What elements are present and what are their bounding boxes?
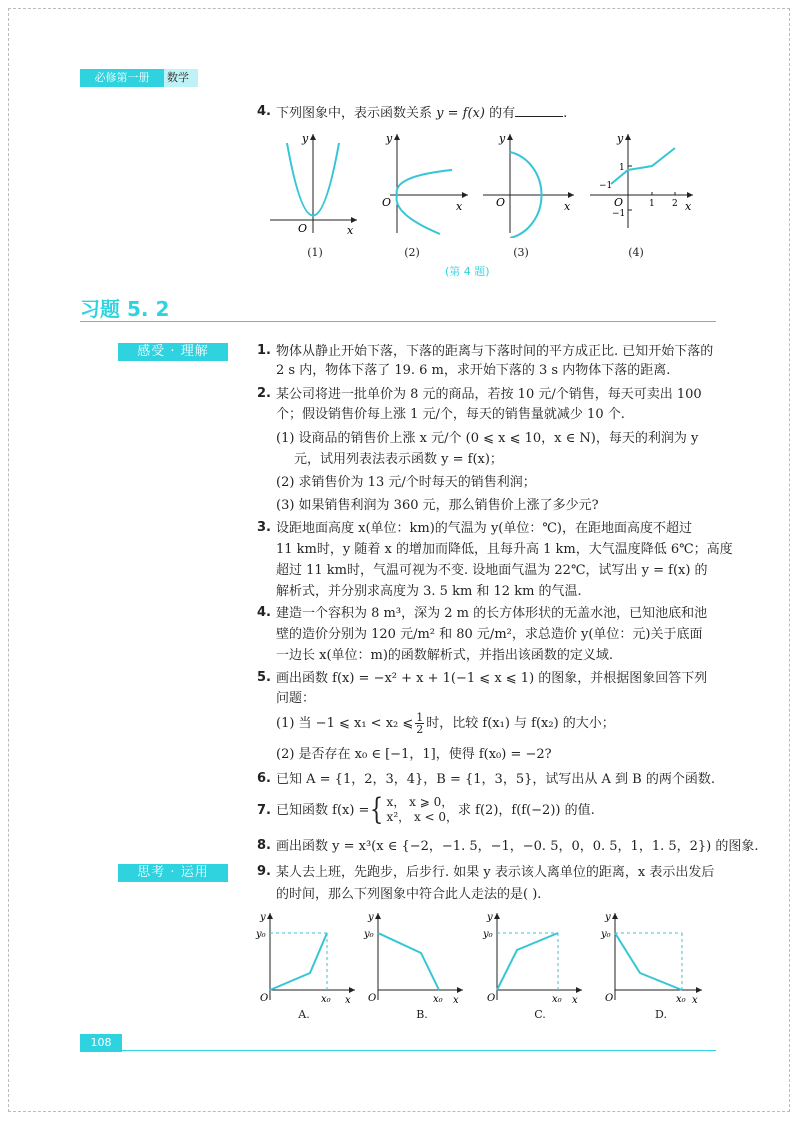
p1-line2: 2 s 内，物体下落了 19. 6 m，求开始下落的 3 s 内物体下落的距离. bbox=[276, 363, 671, 378]
q4-blank[interactable] bbox=[515, 104, 563, 117]
p2-line1: 某公司将进一批单价为 8 元的商品，若按 10 元/个销售，每天可卖出 100 bbox=[276, 387, 702, 402]
p9-number: 9. bbox=[257, 864, 271, 879]
q4-g4-xlabel: x bbox=[685, 200, 692, 213]
book-tag: 必修第一册 bbox=[80, 69, 164, 87]
q4-text: 下列图象中，表示函数关系 y = f(x) 的有 . bbox=[276, 106, 568, 121]
p3-line2: 11 km时，y 随着 x 的增加而降低，且每升高 1 km，大气温度降低 6℃；高度 bbox=[276, 542, 733, 557]
p9-c-ylabel: y bbox=[487, 912, 493, 923]
p9-c-origin: O bbox=[487, 993, 496, 1004]
p9-graph-d bbox=[600, 905, 708, 1005]
p3-line1: 设距地面高度 x(单位：km)的气温为 y(单位：℃)，在距地面高度不超过 bbox=[276, 521, 692, 536]
q4-caption-2: (2) bbox=[404, 246, 420, 259]
p4-line3: 一边长 x(单位：m)的函数解析式，并指出该函数的定义域. bbox=[276, 648, 614, 663]
q4-g2-xlabel: x bbox=[456, 200, 463, 213]
p9-c-xlabel: x bbox=[572, 995, 578, 1005]
q4-caption-3: (3) bbox=[513, 246, 529, 259]
p9-option-c[interactable]: C. bbox=[534, 1008, 546, 1021]
p7-brace: { bbox=[370, 792, 384, 827]
q4-g4-tick-y1: 1 bbox=[619, 163, 625, 173]
p5-line2: 问题： bbox=[276, 691, 316, 706]
badge-understand: 感受 · 理解 bbox=[118, 343, 228, 361]
p9-line1: 某人去上班，先跑步，后步行. 如果 y 表示该人离单位的距离，x 表示出发后 bbox=[276, 865, 715, 880]
p5-number: 5. bbox=[257, 670, 271, 685]
q4-g4-tick-yneg1: −1 bbox=[612, 209, 626, 219]
p3-line3: 超过 11 km时，气温可视为不变. 设地面气温为 22℃，试写出 y = f(x) 的 bbox=[276, 563, 708, 578]
q4-graph-3 bbox=[478, 128, 578, 238]
p5-fraction: $\frac{1}{2}$ bbox=[416, 711, 424, 736]
q4-g2-ylabel: y bbox=[386, 132, 393, 145]
p9-c-y0: y₀ bbox=[483, 929, 493, 940]
p9-b-ylabel: y bbox=[368, 912, 374, 923]
p9-c-x0: x₀ bbox=[552, 994, 562, 1005]
p5-sub2: (2) 是否存在 x₀ ∈ [−1，1]，使得 f(x₀) = −2? bbox=[276, 747, 552, 762]
p1-line1: 物体从静止开始下落，下落的距离与下落时间的平方成正比. 已知开始下落的 bbox=[276, 344, 714, 359]
p9-a-y0: y₀ bbox=[256, 929, 266, 940]
p4-line1: 建造一个容积为 8 m³，深为 2 m 的长方体形状的无盖水池，已知池底和池 bbox=[276, 606, 708, 621]
q4-number: 4. bbox=[257, 104, 271, 119]
p2-sub1b: 元，试用列表法表示函数 y = f(x)； bbox=[294, 452, 503, 467]
p9-b-y0: y₀ bbox=[364, 929, 374, 940]
p5-line1: 画出函数 f(x) = −x² + x + 1(−1 ⩽ x ⩽ 1) 的图象，并根据图象回答下列 bbox=[276, 671, 708, 686]
q4-g4-origin: O bbox=[614, 196, 624, 209]
p3-number: 3. bbox=[257, 520, 271, 535]
q4-g3-origin: O bbox=[496, 196, 506, 209]
p9-d-origin: O bbox=[605, 993, 614, 1004]
q4-graph-1 bbox=[265, 128, 365, 238]
p9-option-a[interactable]: A. bbox=[298, 1008, 310, 1021]
p4-number: 4. bbox=[257, 605, 271, 620]
p9-line2: 的时间，那么下列图象中符合此人走法的是( ). bbox=[276, 887, 542, 902]
p9-a-xlabel: x bbox=[345, 995, 351, 1005]
q4-g4-tick-x2: 2 bbox=[672, 199, 678, 209]
p7-number: 7. bbox=[257, 803, 271, 818]
p9-option-d[interactable]: D. bbox=[655, 1008, 667, 1021]
q4-caption-4: (4) bbox=[628, 246, 644, 259]
page-number: 108 bbox=[90, 1036, 112, 1049]
p8-text: 画出函数 y = x³(x ∈ {−2，−1. 5，−1，−0. 5，0，0. 5，1，1. 5，2}) 的图象. bbox=[276, 839, 759, 854]
p1-number: 1. bbox=[257, 343, 271, 358]
p9-graph-b bbox=[363, 905, 468, 1005]
p9-d-xlabel: x bbox=[692, 995, 698, 1005]
p7-cases: x， x ⩾ 0， x²， x < 0， bbox=[386, 795, 459, 824]
q4-g4-tick-xneg1: −1 bbox=[599, 181, 613, 191]
p4-line2: 壁的造价分别为 120 元/m² 和 80 元/m²，求总造价 y(单位：元)关于底面 bbox=[276, 627, 703, 642]
q4-g3-xlabel: x bbox=[564, 200, 571, 213]
p5-sub1: (1) 当 −1 ⩽ x₁ < x₂ ⩽ $\frac{1}{2}$ 时，比较 f(x₁) 与 f(x₂) 的大小； bbox=[276, 711, 615, 736]
p9-option-b[interactable]: B. bbox=[416, 1008, 428, 1021]
section-rule bbox=[80, 321, 716, 322]
p9-b-xlabel: x bbox=[453, 995, 459, 1005]
p9-a-origin: O bbox=[260, 993, 269, 1004]
p6-text: 已知 A = {1，2，3，4}，B = {1，3，5}，试写出从 A 到 B 的两个函数. bbox=[276, 772, 715, 787]
q4-g1-origin: O bbox=[298, 222, 308, 235]
q4-g1-xlabel: x bbox=[347, 224, 354, 237]
q4-g4-ylabel: y bbox=[617, 132, 624, 145]
p9-graph-a bbox=[255, 905, 360, 1005]
q4-g4-tick-x1: 1 bbox=[649, 199, 655, 209]
q4-g3-ylabel: y bbox=[499, 132, 506, 145]
p2-line2: 个；假设销售价每上涨 1 元/个，每天的销售量就减少 10 个. bbox=[276, 407, 625, 422]
q4-g1-ylabel: y bbox=[302, 132, 309, 145]
p9-a-ylabel: y bbox=[260, 912, 266, 923]
badge-apply: 思考 · 运用 bbox=[118, 864, 228, 882]
p9-graph-c bbox=[482, 905, 587, 1005]
p9-d-ylabel: y bbox=[605, 912, 611, 923]
p3-line4: 解析式，并分别求高度为 3. 5 km 和 12 km 的气温. bbox=[276, 584, 582, 599]
p6-number: 6. bbox=[257, 771, 271, 786]
p9-a-x0: x₀ bbox=[321, 994, 331, 1005]
p9-b-origin: O bbox=[368, 993, 377, 1004]
p2-number: 2. bbox=[257, 386, 271, 401]
p2-sub3: (3) 如果销售利润为 360 元，那么销售价上涨了多少元? bbox=[276, 498, 599, 513]
q4-graph-2 bbox=[372, 128, 472, 238]
p9-b-x0: x₀ bbox=[433, 994, 443, 1005]
p9-d-x0: x₀ bbox=[676, 994, 686, 1005]
p2-sub1a: (1) 设商品的销售价上涨 x 元/个 (0 ⩽ x ⩽ 10，x ∈ N)，每天的利润为 y bbox=[276, 431, 699, 446]
p7-text: 已知函数 f(x) = { x， x ⩾ 0， x²， x < 0， 求 f(2)，f(f(−2)) 的值. bbox=[276, 792, 595, 827]
q4-graph-4 bbox=[585, 128, 700, 238]
q4-g2-origin: O bbox=[382, 196, 392, 209]
p9-d-y0: y₀ bbox=[601, 929, 611, 940]
p2-sub2: (2) 求销售价为 13 元/个时每天的销售利润； bbox=[276, 475, 536, 490]
footer-rule bbox=[122, 1050, 716, 1051]
section-title: 习题 5. 2 bbox=[80, 297, 170, 321]
subject-label: 数学 bbox=[167, 71, 189, 84]
p8-number: 8. bbox=[257, 838, 271, 853]
q4-figure-caption: (第 4 题) bbox=[445, 265, 490, 278]
q4-caption-1: (1) bbox=[307, 246, 323, 259]
